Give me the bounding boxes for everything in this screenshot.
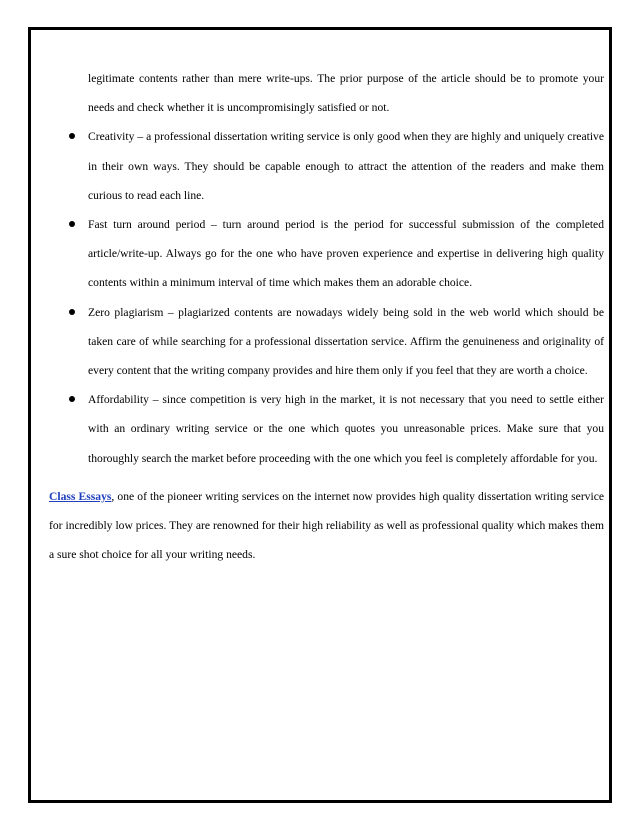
list-item bbox=[49, 298, 604, 386]
document-body bbox=[49, 64, 604, 569]
list-item-text: Creativity – a professional dissertation writing service is only good when they are highly and uniquely creative in their own ways. They should be capable enough to attract the attention of the readers and make them curious to read each line. bbox=[88, 130, 604, 202]
list-item bbox=[49, 385, 604, 473]
bullet-list bbox=[49, 122, 604, 472]
closing-text: , one of the pioneer writing services on the internet now provides high quality dissertation writing service for incredibly low prices. They are renowned for their high reliability as well as professional quality which makes them a sure shot choice for all your writing needs. bbox=[49, 489, 604, 562]
bullet-icon bbox=[69, 309, 75, 315]
list-item bbox=[49, 210, 604, 298]
closing-paragraph bbox=[49, 482, 604, 570]
bullet-icon bbox=[69, 396, 75, 402]
bullet-icon bbox=[69, 133, 75, 139]
list-item-text: Fast turn around period – turn around period is the period for successful submission of the completed article/write-up. Always go for the one who have proven experience and expertise in delivering high quality contents within a minimum interval of time which makes them an adorable choice. bbox=[88, 218, 604, 290]
list-item-text: Affordability – since competition is very high in the market, it is not necessary that you need to settle either with an ordinary writing service or the one which quotes you unreasonable prices. Make sure that you thoroughly search the market before proceeding with the one which you feel is completely affordable for you. bbox=[88, 393, 604, 465]
list-item bbox=[49, 122, 604, 210]
bullet-icon bbox=[69, 221, 75, 227]
class-essays-link[interactable]: Class Essays bbox=[49, 489, 112, 503]
list-item-text: Zero plagiarism – plagiarized contents are nowadays widely being sold in the web world which should be taken care of while searching for a professional dissertation service. Affirm the genuineness and originality of every content that the writing company provides and hire them only if you feel that they are worth a choice. bbox=[88, 305, 604, 378]
continued-paragraph: legitimate contents rather than mere write-ups. The prior purpose of the article should be to promote your needs and check whether it is uncompromisingly satisfied or not. bbox=[88, 72, 604, 115]
